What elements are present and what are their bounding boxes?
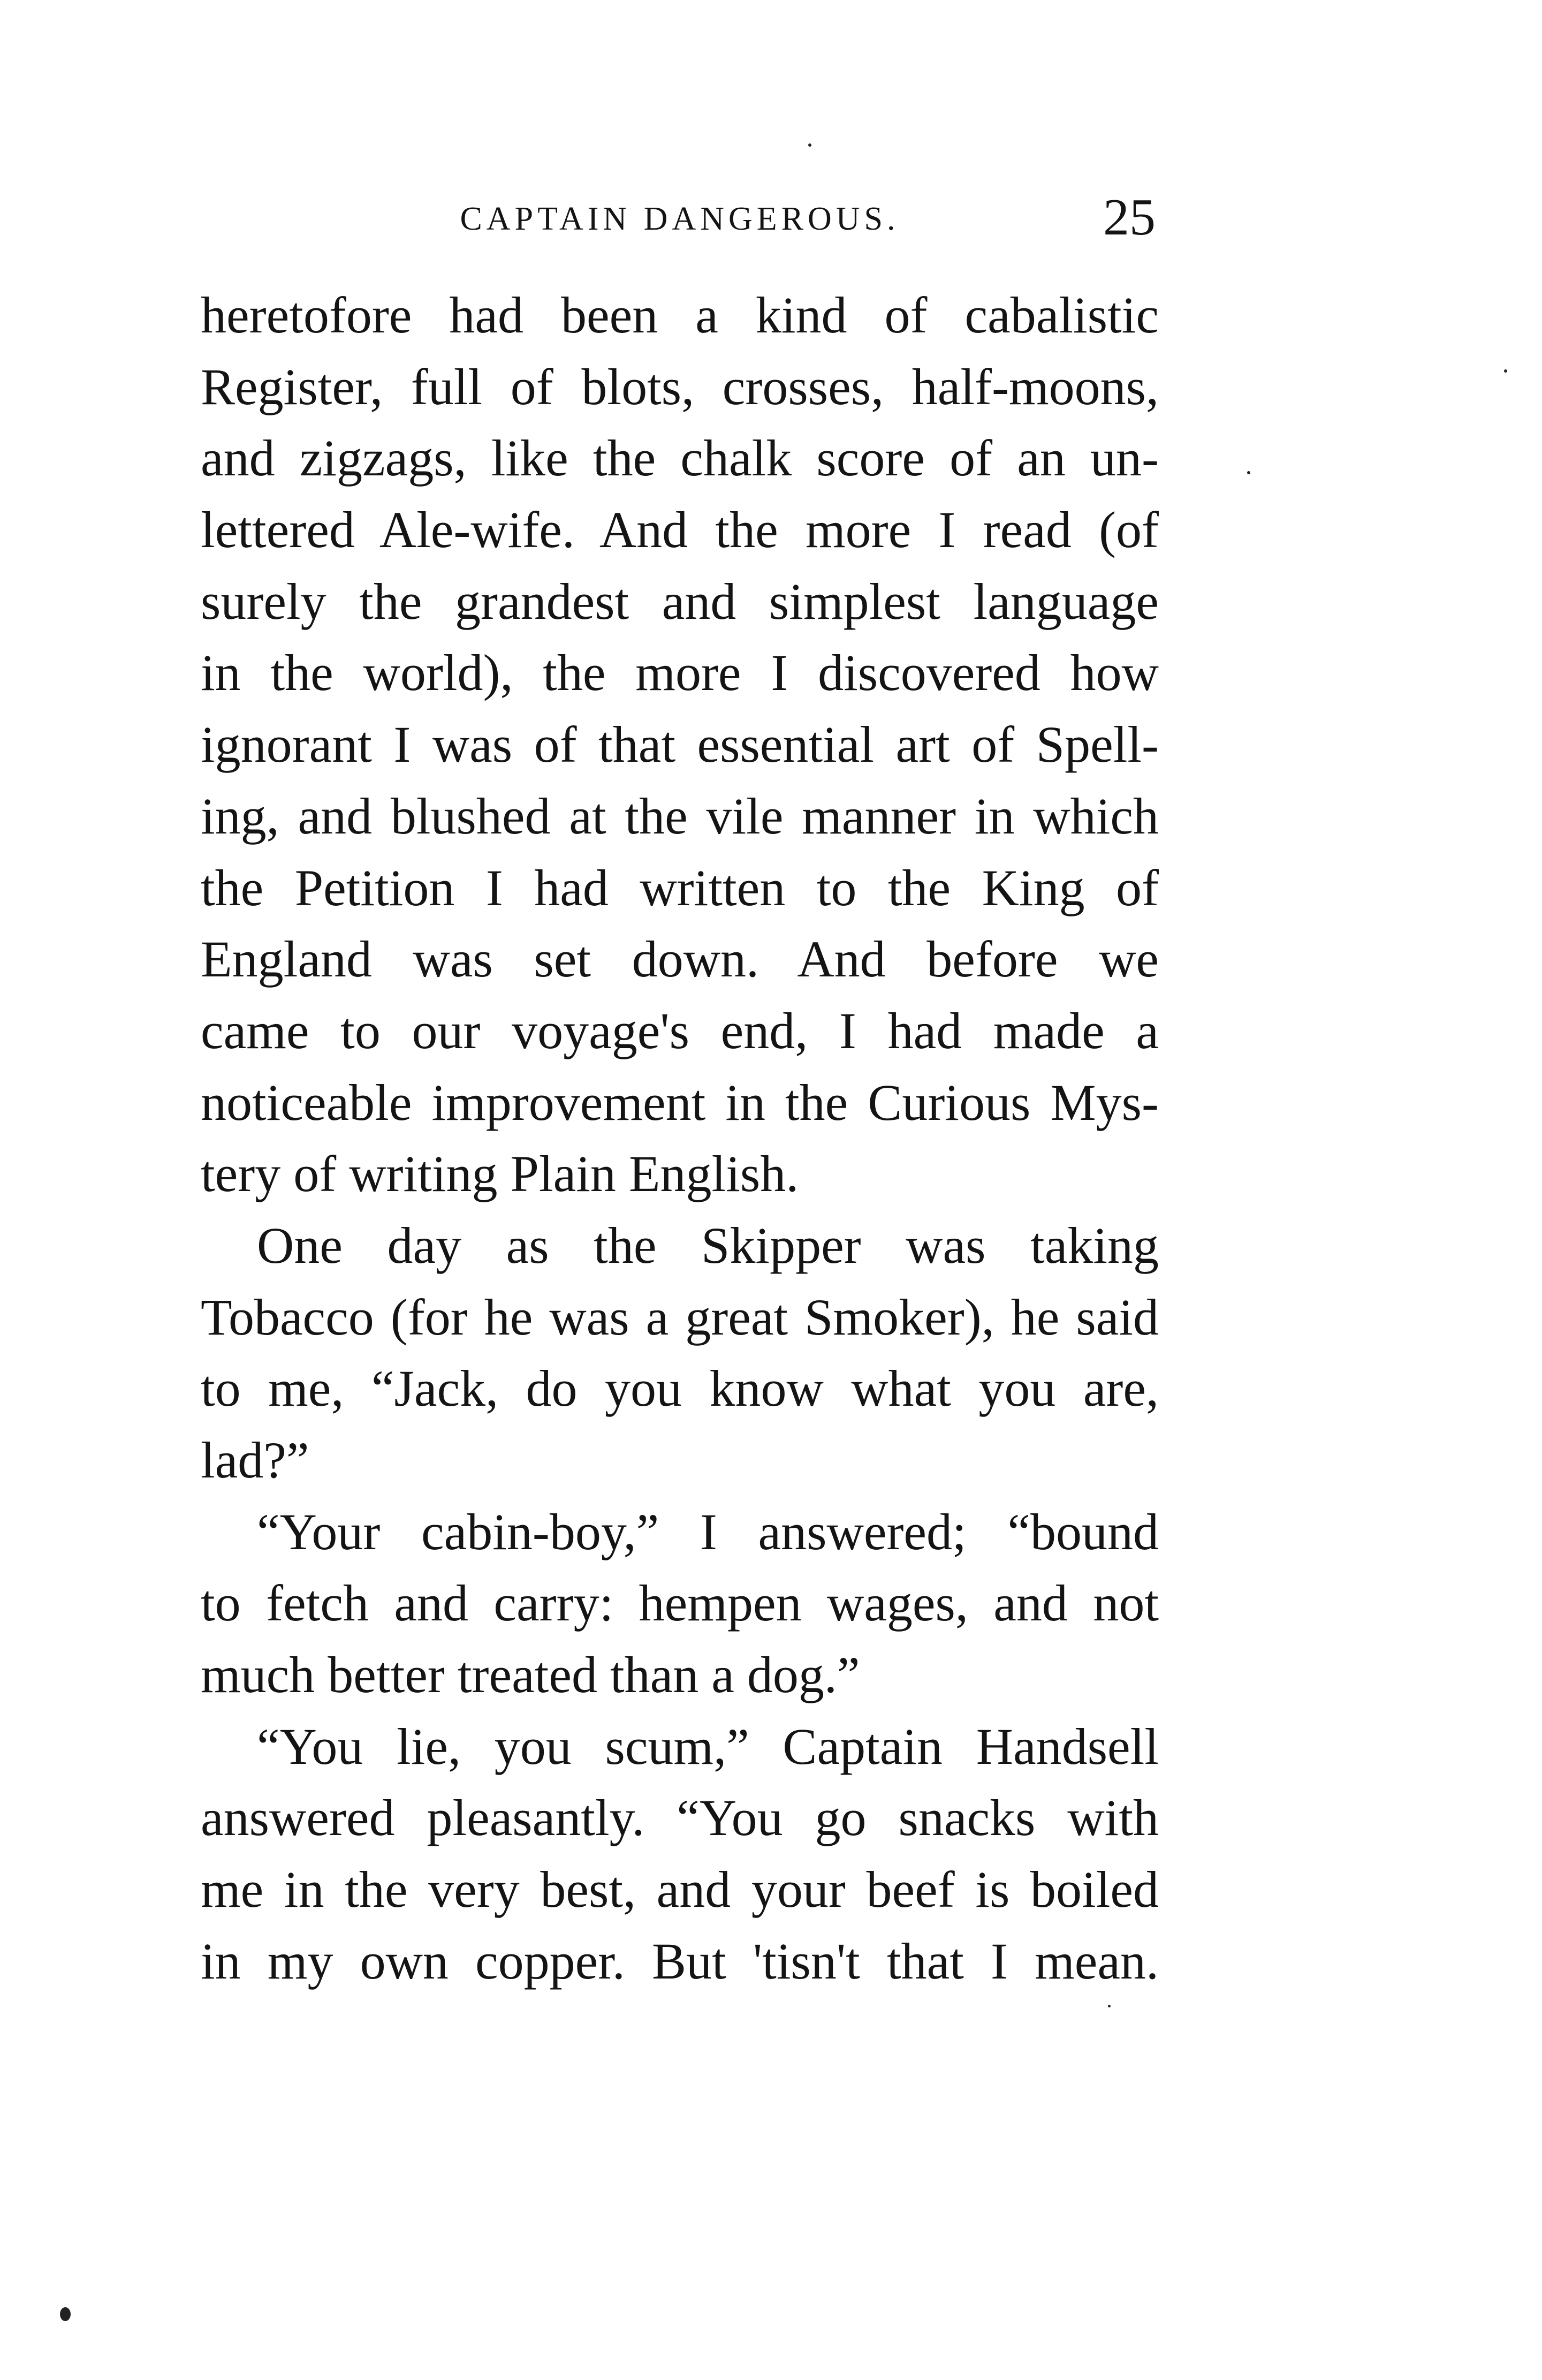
text-line: One day as the Skipper was taking <box>257 1216 1159 1274</box>
text-line: in my own copper. But 'tisn't that I mean. <box>201 1932 1159 1990</box>
text-line: the Petition I had written to the King of <box>201 859 1159 916</box>
text-line: “You lie, you scum,” Captain Handsell <box>257 1717 1159 1775</box>
text-line: to fetch and carry: hempen wages, and not <box>201 1574 1159 1632</box>
text-line: much better treated than a dog.” <box>201 1646 860 1704</box>
text-line: “Your cabin-boy,” I answered; “bound <box>257 1503 1159 1560</box>
text-line: came to our voyage's end, I had made a <box>201 1002 1159 1059</box>
page-number: 25 <box>1103 188 1156 246</box>
page-header <box>201 187 1159 262</box>
scan-speck <box>1247 471 1250 474</box>
text-line: and zigzags, like the chalk score of an un- <box>201 429 1159 487</box>
text-line: surely the grandest and simplest language <box>201 572 1159 630</box>
text-line: ing, and blushed at the vile manner in which <box>201 787 1159 845</box>
text-line: tery of writing Plain English. <box>201 1145 799 1203</box>
text-line: England was set down. And before we <box>201 930 1159 988</box>
scan-speck <box>60 2307 71 2321</box>
scan-speck <box>1504 369 1507 373</box>
text-line: noticeable improvement in the Curious Mys- <box>201 1073 1159 1131</box>
text-line: in the world), the more I discovered how <box>201 644 1159 702</box>
text-line: me in the very best, and your beef is boiled <box>201 1861 1159 1919</box>
text-line: to me, “Jack, do you know what you are, <box>201 1360 1159 1418</box>
scan-speck <box>808 143 811 147</box>
text-line: Tobacco (for he was a great Smoker), he said <box>201 1288 1159 1346</box>
text-line: lettered Ale-wife. And the more I read (of <box>201 501 1159 559</box>
text-line: lad?” <box>201 1431 309 1489</box>
scan-speck <box>1108 2005 1111 2007</box>
running-title: CAPTAIN DANGEROUS. <box>460 201 900 237</box>
text-line: answered pleasantly. “You go snacks with <box>201 1789 1159 1847</box>
text-line: heretofore had been a kind of cabalistic <box>201 286 1159 344</box>
text-line: Register, full of blots, crosses, half-moons, <box>201 358 1159 415</box>
text-line: ignorant I was of that essential art of Spell- <box>201 716 1159 774</box>
body-text <box>201 279 1159 1997</box>
